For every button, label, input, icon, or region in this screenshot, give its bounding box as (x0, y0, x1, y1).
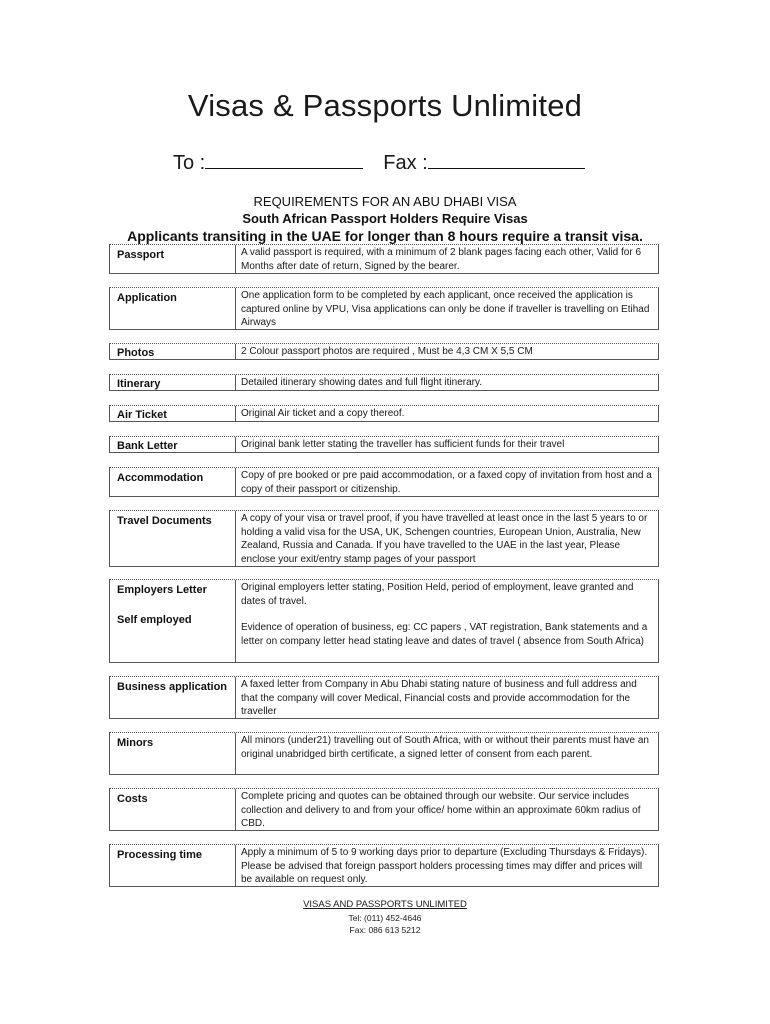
row-text: Detailed itinerary showing dates and full flight itinerary. (241, 377, 483, 388)
row-label: Application (110, 288, 236, 329)
row-label: Accommodation (110, 468, 236, 496)
requirement-row-costs (109, 788, 659, 831)
row-label: Processing time (110, 845, 236, 886)
row-label: Passport (110, 245, 236, 273)
requirement-row-business-application (109, 676, 659, 719)
row-label: Costs (110, 789, 236, 830)
fax-label: Fax : (383, 152, 428, 174)
fax-blank (428, 150, 585, 169)
requirement-row-travel-documents (109, 510, 659, 567)
requirement-row-application (109, 287, 659, 330)
to-blank (205, 150, 363, 169)
row-text: Apply a minimum of 5 to 9 working days prior to departure (Excluding Thursdays & Fridays). Please be advised that foreign passport holders processing times may differ and prices will be available on request only. (241, 847, 648, 885)
row-text: Complete pricing and quotes can be obtained through our website. Our service includes collection and delivery to and from your office/ home within an approximate 60km radius of CBD. (241, 791, 641, 829)
row-text: A faxed letter from Company in Abu Dhabi stating nature of business and full address and that the company will cover Medical, Financial costs and provide accommodation for the traveller (241, 679, 637, 717)
requirement-row-accommodation (109, 467, 659, 497)
requirement-row-passport (109, 244, 659, 274)
requirement-row-air-ticket (109, 405, 659, 422)
to-label: To : (173, 152, 206, 174)
row-label: Business application (110, 677, 236, 718)
visa-requirement-note: South African Passport Holders Require Visas (242, 211, 528, 226)
row-text: One application form to be completed by each applicant, once received the application is captured online by VPU, Visa applications can only be done if traveller is travelling on Etihad Airways (241, 290, 650, 328)
footer-fax: Fax: 086 613 5212 (349, 925, 421, 935)
employers-letter-text: Original employers letter stating, Position Held, period of employment, leave granted and dates of travel. (241, 582, 634, 607)
row-label (110, 580, 236, 662)
requirement-row-processing-time (109, 844, 659, 887)
footer-company-name: VISAS AND PASSPORTS UNLIMITED (303, 899, 467, 910)
employers-letter-label: Employers Letter (117, 584, 207, 596)
row-label: Bank Letter (110, 437, 236, 452)
row-label: Travel Documents (110, 511, 236, 566)
requirement-row-itinerary (109, 374, 659, 391)
requirement-row-bank-letter (109, 436, 659, 453)
requirement-row-employers-letter (109, 579, 659, 663)
self-employed-text: Evidence of operation of business, eg: CC papers , VAT registration, Bank statements and a letter on company letter head stating leave and dates of travel ( absence from South Africa) (241, 622, 648, 647)
footer-telephone: Tel: (011) 452-4646 (348, 913, 422, 923)
document-title: Visas & Passports Unlimited (187, 88, 583, 123)
row-text: A valid passport is required, with a minimum of 2 blank pages facing each other, Valid for 6 Months after date of return, Signed by the bearer. (241, 247, 642, 272)
requirement-row-minors (109, 732, 659, 775)
row-label: Minors (110, 733, 236, 774)
self-employed-label: Self employed (117, 614, 192, 626)
row-label: Itinerary (110, 375, 236, 390)
row-text (236, 580, 658, 662)
row-text: 2 Colour passport photos are required , Must be 4,3 CM X 5,5 CM (241, 346, 533, 357)
row-text: A copy of your visa or travel proof, if you have travelled at least once in the last 5 years to or holding a valid visa for the USA, UK, Schengen countries, European Union, Australia, New Zealand, Russia and Canada. If you have travelled to the UAE in the last year, Please enclose your exit/entry stamp pages of your passport (241, 513, 648, 565)
transit-visa-note: Applicants transiting in the UAE for longer than 8 hours require a transit visa. (127, 228, 643, 244)
row-text: Original bank letter stating the traveller has sufficient funds for their travel (241, 439, 565, 450)
row-text: Copy of pre booked or pre paid accommodation, or a faxed copy of invitation from host and a copy of their passport or citizenship. (241, 470, 652, 495)
row-text: Original Air ticket and a copy thereof. (241, 408, 405, 419)
requirement-row-photos (109, 343, 659, 360)
row-label: Air Ticket (110, 406, 236, 421)
requirements-heading: REQUIREMENTS FOR AN ABU DHABI VISA (253, 194, 517, 209)
row-label: Photos (110, 344, 236, 359)
row-text: All minors (under21) travelling out of South Africa, with or without their parents must have an original unabridged birth certificate, a signed letter of consent from each parent. (241, 735, 649, 760)
to-fax-line (173, 150, 585, 175)
